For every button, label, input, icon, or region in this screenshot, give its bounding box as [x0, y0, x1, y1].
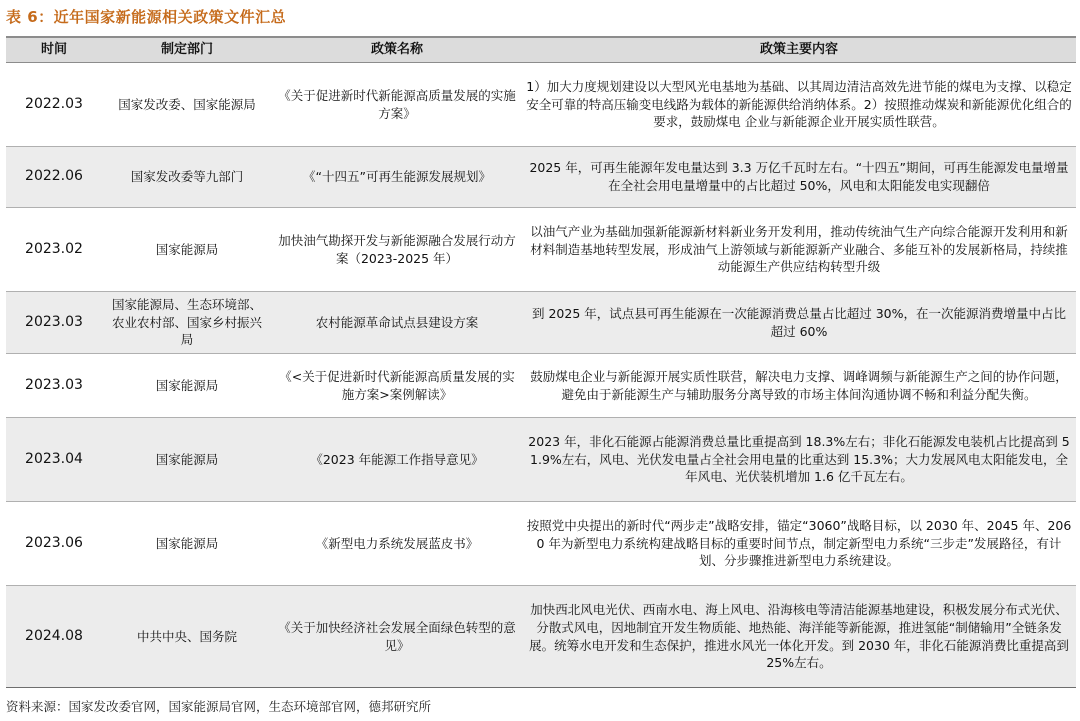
- cell-department: 国家能源局: [102, 502, 272, 586]
- cell-department: 中共中央、国务院: [102, 586, 272, 688]
- cell-time: 2023.04: [6, 418, 102, 502]
- cell-policy-name: 农村能源革命试点县建设方案: [272, 292, 522, 354]
- cell-time: 2023.03: [6, 292, 102, 354]
- cell-policy-name: 《<关于促进新时代新能源高质量发展的实施方案>案例解读》: [272, 354, 522, 418]
- cell-policy-content: 2025 年，可再生能源年发电量达到 3.3 万亿千瓦时左右。“十四五”期间，可再生能源发电量增量在全社会用电量增量中的占比超过 50%，风电和太阳能发电实现翻倍: [522, 147, 1076, 208]
- cell-department: 国家能源局: [102, 354, 272, 418]
- source-note: 资料来源：国家发改委官网，国家能源局官网，生态环境部官网，德邦研究所: [6, 699, 432, 714]
- cell-policy-content: 1）加大力度规划建设以大型风光电基地为基础、以其周边清洁高效先进节能的煤电为支撑、以稳定安全可靠的特高压输变电线路为载体的新能源供给消纳体系。2）按照推动煤炭和新能源优化组合的要求，鼓励煤电 企业与新能源企业开展实质性联营。: [522, 63, 1076, 147]
- cell-department: 国家发改委、国家能源局: [102, 63, 272, 147]
- cell-policy-content: 加快西北风电光伏、西南水电、海上风电、沿海核电等清洁能源基地建设，积极发展分布式光伏、分散式风电，因地制宜开发生物质能、地热能、海洋能等新能源，推进氢能“制储输用”全链条发展。统筹水电开发和生态保护，推进水风光一体化开发。到 2030 年，非化石能源消费比重提高到 25%左右。: [522, 586, 1076, 688]
- header-time: 时间: [6, 37, 102, 63]
- header-policy-name: 政策名称: [272, 37, 522, 63]
- cell-department: 国家发改委等九部门: [102, 147, 272, 208]
- cell-policy-name: 《2023 年能源工作指导意见》: [272, 418, 522, 502]
- header-department: 制定部门: [102, 37, 272, 63]
- cell-department: 国家能源局: [102, 208, 272, 292]
- cell-time: 2022.06: [6, 147, 102, 208]
- cell-time: 2022.03: [6, 63, 102, 147]
- cell-policy-name: 加快油气勘探开发与新能源融合发展行动方案（2023-2025 年）: [272, 208, 522, 292]
- cell-department: 国家能源局: [102, 418, 272, 502]
- table-header-row: [6, 37, 1076, 63]
- table-row: [6, 147, 1076, 208]
- cell-time: 2023.03: [6, 354, 102, 418]
- cell-policy-content: 鼓励煤电企业与新能源开展实质性联营，解决电力支撑、调峰调频与新能源生产之间的协作问题，避免由于新能源生产与辅助服务分离导致的市场主体间沟通协调不畅和利益分配失衡。: [522, 354, 1076, 418]
- cell-policy-content: 2023 年，非化石能源占能源消费总量比重提高到 18.3%左右；非化石能源发电装机占比提高到 51.9%左右，风电、光伏发电量占全社会用电量的比重达到 15.3%；大力发展风电太阳能发电，全年风电、光伏装机增加 1.6 亿千瓦左右。: [522, 418, 1076, 502]
- cell-policy-name: 《关于加快经济社会发展全面绿色转型的意见》: [272, 586, 522, 688]
- cell-time: 2024.08: [6, 586, 102, 688]
- table-caption: 表 6：近年国家新能源相关政策文件汇总: [6, 8, 287, 26]
- cell-policy-content: 以油气产业为基础加强新能源新材料新业务开发利用，推动传统油气生产向综合能源开发利用和新材料制造基地转型发展，形成油气上游领域与新能源新产业融合、多能互补的发展新格局，持续推动能源生产供应结构转型升级: [522, 208, 1076, 292]
- cell-policy-content: 按照党中央提出的新时代“两步走”战略安排，锚定“3060”战略目标，以 2030 年、2045 年、2060 年为新型电力系统构建战略目标的重要时间节点，制定新型电力系统“三步走”发展路径，有计划、分步骤推进新型电力系统建设。: [522, 502, 1076, 586]
- cell-policy-name: 《关于促进新时代新能源高质量发展的实施方案》: [272, 63, 522, 147]
- table-row: [6, 586, 1076, 688]
- cell-policy-name: 《新型电力系统发展蓝皮书》: [272, 502, 522, 586]
- table-row: [6, 502, 1076, 586]
- table-row: [6, 354, 1076, 418]
- policy-table: [6, 36, 1076, 688]
- cell-policy-name: 《“十四五”可再生能源发展规划》: [272, 147, 522, 208]
- cell-department: 国家能源局、生态环境部、农业农村部、国家乡村振兴局: [102, 292, 272, 354]
- table-row: [6, 292, 1076, 354]
- header-policy-content: 政策主要内容: [522, 37, 1076, 63]
- cell-time: 2023.06: [6, 502, 102, 586]
- table-row: [6, 63, 1076, 147]
- cell-policy-content: 到 2025 年，试点县可再生能源在一次能源消费总量占比超过 30%，在一次能源消费增量中占比超过 60%: [522, 292, 1076, 354]
- table-row: [6, 418, 1076, 502]
- table-row: [6, 208, 1076, 292]
- cell-time: 2023.02: [6, 208, 102, 292]
